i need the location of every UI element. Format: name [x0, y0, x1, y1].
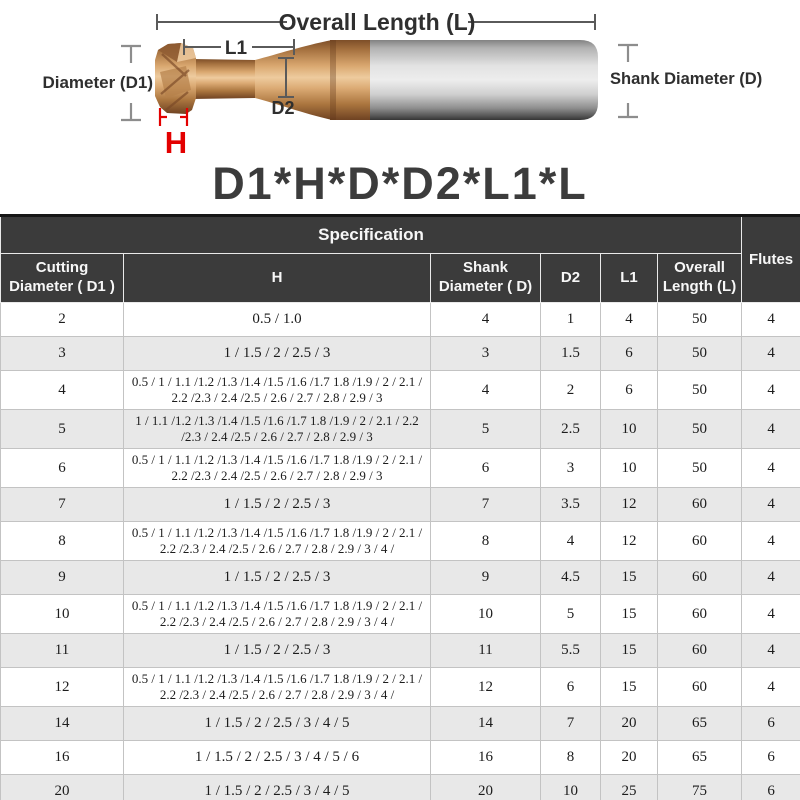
cell-d2: 4: [541, 522, 601, 561]
cell-overall-length: 50: [658, 303, 742, 337]
cell-h: 1 / 1.5 / 2 / 2.5 / 3 / 4 / 5: [124, 707, 431, 741]
cell-flutes: 4: [742, 668, 800, 707]
header-line: D2: [560, 268, 581, 286]
tool-shank: [370, 40, 598, 120]
cell-shank-diameter: 10: [431, 595, 541, 634]
cell-d2: 7: [541, 707, 601, 741]
table-body: [1, 303, 800, 800]
dim-diameter-d1: [42, 46, 153, 120]
cell-overall-length: 60: [658, 561, 742, 595]
overall-length-label: Overall Length (L): [278, 9, 476, 35]
cell-cutting-diameter: 20: [1, 775, 124, 800]
cell-flutes: 6: [742, 741, 800, 775]
cell-shank-diameter: 5: [431, 410, 541, 449]
cell-overall-length: 60: [658, 522, 742, 561]
header-line: Overall: [674, 259, 725, 277]
table-row: [1, 634, 800, 668]
cell-cutting-diameter: 2: [1, 303, 124, 337]
tool-diagram: [0, 0, 800, 158]
cell-l1: 10: [601, 410, 658, 449]
table-row: [1, 707, 800, 741]
tool-neck: [192, 59, 258, 99]
shank-diameter-label: Shank Diameter (D): [610, 70, 763, 88]
cell-cutting-diameter: 3: [1, 337, 124, 371]
cell-shank-diameter: 3: [431, 337, 541, 371]
cell-flutes: 4: [742, 303, 800, 337]
cell-d2: 1.5: [541, 337, 601, 371]
header-overall-length: [658, 254, 742, 303]
dim-shank-diameter: [610, 45, 762, 117]
formula-title: D1*H*D*D2*L1*L: [212, 158, 588, 209]
cell-h: 0.5 / 1.0: [124, 303, 431, 337]
cell-cutting-diameter: 4: [1, 371, 124, 410]
tool-diagram-svg: [0, 0, 800, 158]
cell-cutting-diameter: 14: [1, 707, 124, 741]
cell-cutting-diameter: 7: [1, 488, 124, 522]
d2-label: D2: [271, 98, 295, 118]
specification-table: [0, 214, 800, 800]
cell-shank-diameter: 4: [431, 303, 541, 337]
cell-h: 0.5 / 1 / 1.1 /1.2 /1.3 /1.4 /1.5 /1.6 /1.7 1.8 /1.9 / 2 / 2.1 / 2.2 /2.3 / 2.4 /2.5 / 2.6 / 2.7 / 2.8 / 2.9 / 3 / 4 /: [124, 595, 431, 634]
cell-l1: 20: [601, 707, 658, 741]
cell-shank-diameter: 8: [431, 522, 541, 561]
cell-shank-diameter: 6: [431, 449, 541, 488]
cell-overall-length: 60: [658, 488, 742, 522]
cell-cutting-diameter: 12: [1, 668, 124, 707]
cell-l1: 25: [601, 775, 658, 800]
cell-l1: 12: [601, 488, 658, 522]
cell-h: 1 / 1.5 / 2 / 2.5 / 3: [124, 634, 431, 668]
header-flutes: Flutes: [742, 216, 800, 303]
cell-shank-diameter: 11: [431, 634, 541, 668]
cell-flutes: 4: [742, 410, 800, 449]
header-line: L1: [620, 268, 638, 286]
table-row: [1, 522, 800, 561]
cell-cutting-diameter: 16: [1, 741, 124, 775]
table-row: [1, 303, 800, 337]
l1-label: L1: [224, 38, 248, 59]
cell-l1: 15: [601, 595, 658, 634]
cell-flutes: 6: [742, 707, 800, 741]
table-row: [1, 337, 800, 371]
header-line: Length (L): [662, 278, 737, 295]
cell-l1: 15: [601, 668, 658, 707]
header-line: Diameter ( D): [438, 278, 533, 295]
header-shank-diameter: [431, 254, 541, 303]
header-d2: [541, 254, 601, 303]
cell-cutting-diameter: 9: [1, 561, 124, 595]
cell-overall-length: 50: [658, 371, 742, 410]
diameter-d1-label: Diameter (D1): [42, 73, 153, 92]
cell-shank-diameter: 9: [431, 561, 541, 595]
header-line: H: [271, 268, 283, 286]
cell-d2: 6: [541, 668, 601, 707]
cell-flutes: 6: [742, 775, 800, 800]
cell-flutes: 4: [742, 634, 800, 668]
cell-flutes: 4: [742, 488, 800, 522]
cell-l1: 15: [601, 634, 658, 668]
cell-d2: 8: [541, 741, 601, 775]
cell-overall-length: 75: [658, 775, 742, 800]
cell-d2: 5: [541, 595, 601, 634]
table-row: [1, 741, 800, 775]
cell-h: 0.5 / 1 / 1.1 /1.2 /1.3 /1.4 /1.5 /1.6 /1.7 1.8 /1.9 / 2 / 2.1 / 2.2 /2.3 / 2.4 /2.5 / 2.6 / 2.7 / 2.8 / 2.9 / 3 / 4 /: [124, 522, 431, 561]
table-row: [1, 488, 800, 522]
header-line: Diameter ( D1 ): [9, 278, 115, 295]
cell-h: 0.5 / 1 / 1.1 /1.2 /1.3 /1.4 /1.5 /1.6 /1.7 1.8 /1.9 / 2 / 2.1 / 2.2 /2.3 / 2.4 /2.5 / 2.6 / 2.7 / 2.8 / 2.9 / 3: [124, 371, 431, 410]
cell-overall-length: 60: [658, 668, 742, 707]
cell-flutes: 4: [742, 561, 800, 595]
header-specification: Specification: [1, 216, 742, 254]
dim-overall-length: [157, 9, 595, 35]
table-row: [1, 595, 800, 634]
cell-h: 1 / 1.5 / 2 / 2.5 / 3 / 4 / 5: [124, 775, 431, 800]
header-h: [124, 254, 431, 303]
cell-h: 0.5 / 1 / 1.1 /1.2 /1.3 /1.4 /1.5 /1.6 /1.7 1.8 /1.9 / 2 / 2.1 / 2.2 /2.3 / 2.4 /2.5 / 2.6 / 2.7 / 2.8 / 2.9 / 3: [124, 449, 431, 488]
header-line: Shank: [462, 259, 508, 277]
cell-overall-length: 60: [658, 634, 742, 668]
cell-l1: 6: [601, 371, 658, 410]
cell-overall-length: 50: [658, 410, 742, 449]
tool-image: [155, 40, 598, 120]
cell-d2: 4.5: [541, 561, 601, 595]
cell-flutes: 4: [742, 371, 800, 410]
cell-overall-length: 65: [658, 741, 742, 775]
cell-overall-length: 50: [658, 449, 742, 488]
cell-flutes: 4: [742, 595, 800, 634]
cell-cutting-diameter: 10: [1, 595, 124, 634]
cell-shank-diameter: 12: [431, 668, 541, 707]
header-l1: [601, 254, 658, 303]
cell-cutting-diameter: 8: [1, 522, 124, 561]
cell-shank-diameter: 16: [431, 741, 541, 775]
cell-h: 1 / 1.5 / 2 / 2.5 / 3: [124, 488, 431, 522]
cell-d2: 3.5: [541, 488, 601, 522]
cell-d2: 3: [541, 449, 601, 488]
cell-h: 0.5 / 1 / 1.1 /1.2 /1.3 /1.4 /1.5 /1.6 /1.7 1.8 /1.9 / 2 / 2.1 / 2.2 /2.3 / 2.4 /2.5 / 2.6 / 2.7 / 2.8 / 2.9 / 3 / 4 /: [124, 668, 431, 707]
table-row: [1, 410, 800, 449]
table-row: [1, 371, 800, 410]
cell-flutes: 4: [742, 522, 800, 561]
cell-overall-length: 50: [658, 337, 742, 371]
cell-l1: 10: [601, 449, 658, 488]
cell-d2: 2: [541, 371, 601, 410]
header-line: Cutting: [35, 259, 89, 277]
cell-l1: 4: [601, 303, 658, 337]
cell-flutes: 4: [742, 337, 800, 371]
cell-flutes: 4: [742, 449, 800, 488]
table-header: [1, 216, 800, 303]
tool-collar: [330, 40, 372, 120]
cell-h: 1 / 1.5 / 2 / 2.5 / 3 / 4 / 5 / 6: [124, 741, 431, 775]
table-row: [1, 449, 800, 488]
cell-d2: 5.5: [541, 634, 601, 668]
collar-seam: [330, 40, 336, 120]
table-row: [1, 561, 800, 595]
cell-shank-diameter: 7: [431, 488, 541, 522]
cell-h: 1 / 1.5 / 2 / 2.5 / 3: [124, 337, 431, 371]
cell-d2: 1: [541, 303, 601, 337]
cell-shank-diameter: 4: [431, 371, 541, 410]
cell-d2: 2.5: [541, 410, 601, 449]
table-row: [1, 668, 800, 707]
h-label: H: [164, 125, 188, 158]
cell-cutting-diameter: 6: [1, 449, 124, 488]
cell-d2: 10: [541, 775, 601, 800]
cell-h: 1 / 1.1 /1.2 /1.3 /1.4 /1.5 /1.6 /1.7 1.8 /1.9 / 2 / 2.1 / 2.2 /2.3 / 2.4 /2.5 / 2.6 / 2.7 / 2.8 / 2.9 / 3: [124, 410, 431, 449]
cell-shank-diameter: 20: [431, 775, 541, 800]
cell-l1: 20: [601, 741, 658, 775]
cell-overall-length: 65: [658, 707, 742, 741]
cell-shank-diameter: 14: [431, 707, 541, 741]
cell-l1: 15: [601, 561, 658, 595]
dim-h: [160, 108, 187, 158]
cell-cutting-diameter: 5: [1, 410, 124, 449]
cell-l1: 12: [601, 522, 658, 561]
cell-overall-length: 60: [658, 595, 742, 634]
header-cutting-diameter: [1, 254, 124, 303]
cell-h: 1 / 1.5 / 2 / 2.5 / 3: [124, 561, 431, 595]
cell-l1: 6: [601, 337, 658, 371]
table-row: [1, 775, 800, 800]
cell-cutting-diameter: 11: [1, 634, 124, 668]
